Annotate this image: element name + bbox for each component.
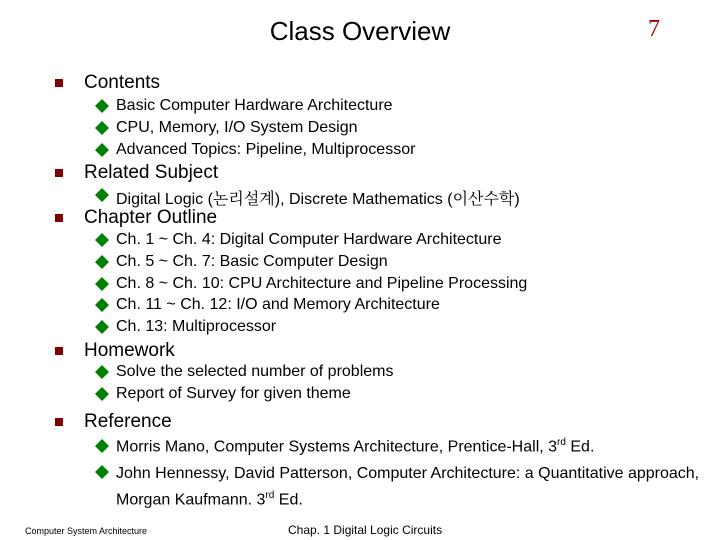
list-item-text: Basic Computer Hardware Architecture [116, 97, 393, 114]
reference-main: John Hennessy, David Patterson, Computer Architecture: a Quantitative approach, Morgan Kaufmann. 3 [116, 465, 700, 509]
section-heading: Contents [84, 72, 161, 93]
list-item-text: Ch. 5 ~ Ch. 7: Basic Computer Design [116, 253, 388, 270]
square-bullet-icon [55, 418, 63, 426]
list-item-text: Solve the selected number of problems [116, 363, 394, 380]
list-item-text: Report of Survey for given theme [116, 385, 351, 402]
reference-tail: Ed. [274, 491, 303, 509]
reference-text [116, 437, 594, 456]
list-item-text: Digital Logic (논리설계), Discrete Mathematics (이산수학) [116, 191, 520, 208]
diamond-bullet-icon [95, 188, 109, 202]
diamond-bullet-icon [95, 465, 109, 479]
square-bullet-icon [55, 214, 63, 222]
diamond-bullet-icon [95, 255, 109, 269]
reference-text [116, 463, 706, 511]
list-item-text: Ch. 13: Multiprocessor [116, 318, 277, 335]
page-number: 7 [648, 16, 660, 42]
diamond-bullet-icon [95, 439, 109, 453]
square-bullet-icon [55, 79, 63, 87]
reference-main: Morris Mano, Computer Systems Architecture, Prentice-Hall, 3 [116, 438, 558, 456]
diamond-bullet-icon [95, 387, 109, 401]
square-bullet-icon [55, 169, 63, 177]
diamond-bullet-icon [95, 277, 109, 291]
reference-sup: rd [557, 437, 566, 448]
section-heading: Related Subject [84, 162, 219, 183]
section-heading: Chapter Outline [84, 207, 218, 228]
diamond-bullet-icon [95, 365, 109, 379]
list-item-text: Ch. 1 ~ Ch. 4: Digital Computer Hardware Architecture [116, 231, 502, 248]
footer-course-name: Computer System Architecture [25, 526, 148, 536]
diamond-bullet-icon [95, 233, 109, 247]
section-heading: Homework [84, 340, 175, 361]
list-item-text: Ch. 11 ~ Ch. 12: I/O and Memory Architecture [116, 296, 440, 313]
list-item-text: Ch. 8 ~ Ch. 10: CPU Architecture and Pipeline Processing [116, 275, 528, 292]
reference-tail: Ed. [565, 438, 595, 456]
reference-sup: rd [265, 490, 275, 501]
diamond-bullet-icon [95, 121, 109, 135]
list-item-text: Advanced Topics: Pipeline, Multiprocessor [116, 141, 416, 158]
diamond-bullet-icon [95, 99, 109, 113]
square-bullet-icon [55, 347, 63, 355]
footer-chapter: Chap. 1 Digital Logic Circuits [288, 523, 443, 537]
section-heading: Reference [84, 411, 172, 432]
diamond-bullet-icon [95, 298, 109, 312]
diamond-bullet-icon [95, 320, 109, 334]
list-item-text: CPU, Memory, I/O System Design [116, 119, 358, 136]
diamond-bullet-icon [95, 143, 109, 157]
slide-title: Class Overview [269, 16, 451, 46]
